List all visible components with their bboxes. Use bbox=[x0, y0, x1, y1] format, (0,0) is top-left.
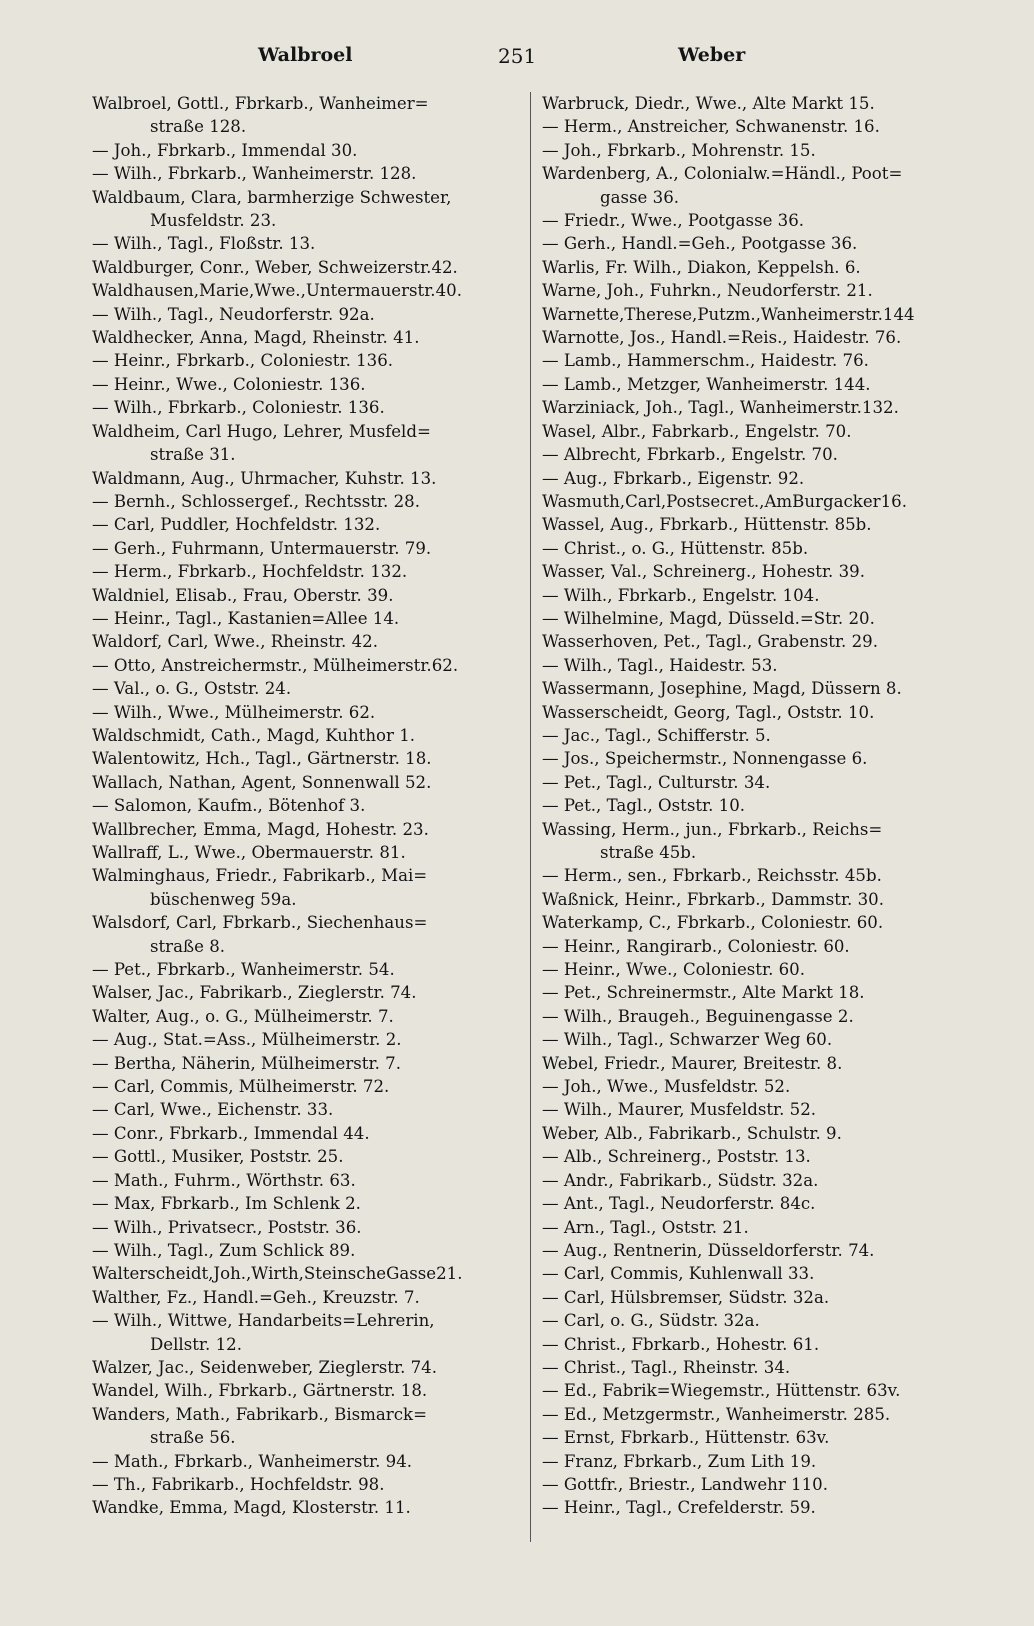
directory-entry: — Herm., sen., Fbrkarb., Reichsstr. 45b. bbox=[542, 866, 882, 886]
directory-entry: Walterscheidt,Joh.,Wirth,SteinscheGasse21. bbox=[92, 1264, 463, 1284]
directory-entry: Waldbaum, Clara, barmherzige Schwester, bbox=[92, 187, 452, 207]
directory-entry: — Albrecht, Fbrkarb., Engelstr. 70. bbox=[542, 445, 838, 465]
directory-entry: Warlis, Fr. Wilh., Diakon, Keppelsh. 6. bbox=[542, 257, 861, 277]
directory-entry: — Gottl., Musiker, Poststr. 25. bbox=[92, 1147, 344, 1167]
directory-entry: — Joh., Fbrkarb., Mohrenstr. 15. bbox=[542, 140, 816, 160]
directory-entry: Warnotte, Jos., Handl.=Reis., Haidestr. 76. bbox=[542, 328, 902, 348]
directory-entry: — Bertha, Näherin, Mülheimerstr. 7. bbox=[92, 1053, 401, 1073]
directory-entry: — Joh., Wwe., Musfeldstr. 52. bbox=[542, 1077, 791, 1097]
directory-entry: — Franz, Fbrkarb., Zum Lith 19. bbox=[542, 1451, 817, 1471]
directory-entry: — Math., Fuhrm., Wörthstr. 63. bbox=[92, 1170, 356, 1190]
entry-continuation: straße 128. bbox=[150, 117, 247, 137]
directory-entry: Walser, Jac., Fabrikarb., Zieglerstr. 74. bbox=[92, 983, 417, 1003]
directory-entry: Waldhausen,Marie,Wwe.,Untermauerstr.40. bbox=[92, 281, 462, 301]
directory-entry: — Pet., Fbrkarb., Wanheimerstr. 54. bbox=[92, 960, 395, 980]
directory-entry: Wardenberg, A., Colonialw.=Händl., Poot= bbox=[542, 164, 903, 184]
directory-entry: — Herm., Anstreicher, Schwanenstr. 16. bbox=[542, 117, 880, 137]
directory-entry: Warbruck, Diedr., Wwe., Alte Markt 15. bbox=[542, 94, 875, 113]
directory-entry: Waldniel, Elisab., Frau, Oberstr. 39. bbox=[92, 585, 394, 605]
entry-continuation: straße 56. bbox=[150, 1428, 236, 1448]
directory-entry: — Lamb., Metzger, Wanheimerstr. 144. bbox=[542, 374, 871, 394]
directory-entry: Wandke, Emma, Magd, Klosterstr. 11. bbox=[92, 1498, 411, 1518]
directory-entry: — Gerh., Fuhrmann, Untermauerstr. 79. bbox=[92, 538, 432, 558]
directory-entry: — Wilh., Wittwe, Handarbeits=Lehrerin, bbox=[92, 1311, 435, 1331]
directory-entry: — Christ., Tagl., Rheinstr. 34. bbox=[542, 1357, 791, 1377]
directory-entry: Wallbrecher, Emma, Magd, Hohestr. 23. bbox=[92, 819, 429, 839]
directory-entry: — Aug., Fbrkarb., Eigenstr. 92. bbox=[542, 468, 805, 488]
directory-entry: — Andr., Fabrikarb., Südstr. 32a. bbox=[542, 1170, 819, 1190]
directory-entry: — Heinr., Tagl., Kastanien=Allee 14. bbox=[92, 608, 400, 628]
directory-entry: — Jos., Speichermstr., Nonnengasse 6. bbox=[542, 749, 868, 769]
directory-entry: — Math., Fbrkarb., Wanheimerstr. 94. bbox=[92, 1451, 413, 1471]
directory-entry: — Max, Fbrkarb., Im Schlenk 2. bbox=[92, 1194, 361, 1214]
page-header bbox=[88, 40, 974, 76]
column-divider bbox=[530, 92, 531, 1542]
directory-entry: — Heinr., Wwe., Coloniestr. 60. bbox=[542, 960, 806, 980]
directory-entry: Wasser, Val., Schreinerg., Hohestr. 39. bbox=[542, 562, 865, 582]
entry-continuation: straße 45b. bbox=[600, 843, 697, 862]
directory-entry: — Wilh., Privatsecr., Poststr. 36. bbox=[92, 1217, 362, 1237]
directory-entry: Warnette,Therese,Putzm.,Wanheimerstr.144 bbox=[542, 304, 915, 324]
right-column bbox=[542, 92, 972, 1520]
directory-entry: Waterkamp, C., Fbrkarb., Coloniestr. 60. bbox=[542, 913, 884, 933]
directory-entry: Walsdorf, Carl, Fbrkarb., Siechenhaus= bbox=[92, 913, 428, 933]
directory-entry: — Christ., o. G., Hüttenstr. 85b. bbox=[542, 538, 809, 558]
entry-continuation: straße 8. bbox=[150, 936, 226, 956]
page-number: 251 bbox=[498, 44, 537, 68]
directory-entry: — Joh., Fbrkarb., Immendal 30. bbox=[92, 140, 358, 160]
directory-entry: — Wilhelmine, Magd, Düsseld.=Str. 20. bbox=[542, 608, 875, 628]
directory-entry: Wasserhoven, Pet., Tagl., Grabenstr. 29. bbox=[542, 632, 878, 652]
directory-entry: — Bernh., Schlossergef., Rechtsstr. 28. bbox=[92, 491, 420, 511]
directory-entry: Webel, Friedr., Maurer, Breitestr. 8. bbox=[542, 1053, 843, 1073]
directory-entry: — Wilh., Maurer, Musfeldstr. 52. bbox=[542, 1100, 817, 1120]
directory-entry: Wanders, Math., Fabrikarb., Bismarck= bbox=[92, 1404, 427, 1424]
directory-entry: Waldhecker, Anna, Magd, Rheinstr. 41. bbox=[92, 328, 420, 348]
directory-entry: — Lamb., Hammerschm., Haidestr. 76. bbox=[542, 351, 869, 371]
directory-entry: — Carl, Hülsbremser, Südstr. 32a. bbox=[542, 1287, 830, 1307]
directory-entry: — Heinr., Tagl., Crefelderstr. 59. bbox=[542, 1498, 816, 1518]
directory-entry: — Pet., Tagl., Oststr. 10. bbox=[542, 796, 746, 816]
entry-continuation: Musfeldstr. 23. bbox=[150, 211, 277, 231]
header-right-keyword: Weber bbox=[678, 44, 746, 66]
directory-entry: — Herm., Fbrkarb., Hochfeldstr. 132. bbox=[92, 562, 408, 582]
directory-entry: — Carl, Commis, Kuhlenwall 33. bbox=[542, 1264, 815, 1284]
directory-entry: Walentowitz, Hch., Tagl., Gärtnerstr. 18. bbox=[92, 749, 432, 769]
directory-entry: Wasserscheidt, Georg, Tagl., Oststr. 10. bbox=[542, 702, 875, 722]
directory-entry: Wassel, Aug., Fbrkarb., Hüttenstr. 85b. bbox=[542, 515, 872, 535]
directory-entry: — Wilh., Tagl., Zum Schlick 89. bbox=[92, 1240, 356, 1260]
directory-entry: — Carl, Puddler, Hochfeldstr. 132. bbox=[92, 515, 381, 535]
entry-continuation: gasse 36. bbox=[600, 187, 680, 207]
directory-entry: — Heinr., Fbrkarb., Coloniestr. 136. bbox=[92, 351, 394, 371]
directory-entry: Waßnick, Heinr., Fbrkarb., Dammstr. 30. bbox=[542, 889, 884, 909]
directory-entry: Waldmann, Aug., Uhrmacher, Kuhstr. 13. bbox=[92, 468, 437, 488]
directory-entry: Waldburger, Conr., Weber, Schweizerstr.42. bbox=[92, 257, 458, 277]
directory-entry: — Christ., Fbrkarb., Hohestr. 61. bbox=[542, 1334, 820, 1354]
directory-entry: — Pet., Schreinermstr., Alte Markt 18. bbox=[542, 983, 865, 1003]
directory-entry: — Wilh., Wwe., Mülheimerstr. 62. bbox=[92, 702, 376, 722]
directory-entry: Wallach, Nathan, Agent, Sonnenwall 52. bbox=[92, 772, 432, 792]
directory-entry: — Val., o. G., Oststr. 24. bbox=[92, 679, 292, 699]
directory-entry: — Arn., Tagl., Oststr. 21. bbox=[542, 1217, 749, 1237]
entry-continuation: straße 31. bbox=[150, 445, 236, 465]
directory-entry: Wandel, Wilh., Fbrkarb., Gärtnerstr. 18. bbox=[92, 1381, 428, 1401]
header-left-keyword: Walbroel bbox=[258, 44, 353, 66]
directory-entry: Walzer, Jac., Seidenweber, Zieglerstr. 74. bbox=[92, 1357, 438, 1377]
directory-entry: Walter, Aug., o. G., Mülheimerstr. 7. bbox=[92, 1006, 394, 1026]
directory-entry: — Alb., Schreinerg., Poststr. 13. bbox=[542, 1147, 811, 1167]
directory-entry: — Heinr., Rangirarb., Coloniestr. 60. bbox=[542, 936, 850, 956]
directory-entry: Wasel, Albr., Fabrkarb., Engelstr. 70. bbox=[542, 421, 852, 441]
directory-entry: — Gottfr., Briestr., Landwehr 110. bbox=[542, 1474, 828, 1494]
directory-entry: — Ernst, Fbrkarb., Hüttenstr. 63v. bbox=[542, 1428, 830, 1448]
directory-entry: Waldorf, Carl, Wwe., Rheinstr. 42. bbox=[92, 632, 378, 652]
entry-continuation: Dellstr. 12. bbox=[150, 1334, 242, 1354]
entry-continuation: büschenweg 59a. bbox=[150, 889, 297, 909]
directory-entry: Wassing, Herm., jun., Fbrkarb., Reichs= bbox=[542, 819, 883, 839]
directory-entry: — Carl, o. G., Südstr. 32a. bbox=[542, 1311, 760, 1331]
directory-entry: Wasmuth,Carl,Postsecret.,AmBurgacker16. bbox=[542, 491, 907, 511]
directory-entry: — Wilh., Tagl., Floßstr. 13. bbox=[92, 234, 316, 254]
directory-entry: — Heinr., Wwe., Coloniestr. 136. bbox=[92, 374, 366, 394]
directory-entry: — Jac., Tagl., Schifferstr. 5. bbox=[542, 725, 771, 745]
directory-entry: — Otto, Anstreichermstr., Mülheimerstr.62. bbox=[92, 655, 459, 675]
directory-entry: — Ed., Metzgermstr., Wanheimerstr. 285. bbox=[542, 1404, 891, 1424]
directory-entry: — Wilh., Tagl., Neudorferstr. 92a. bbox=[92, 304, 375, 324]
directory-entry: Walther, Fz., Handl.=Geh., Kreuzstr. 7. bbox=[92, 1287, 420, 1307]
directory-entry: Walminghaus, Friedr., Fabrikarb., Mai= bbox=[92, 866, 428, 886]
directory-entry: — Aug., Rentnerin, Düsseldorferstr. 74. bbox=[542, 1240, 875, 1260]
directory-entry: — Salomon, Kaufm., Bötenhof 3. bbox=[92, 796, 366, 816]
directory-entry: — Wilh., Braugeh., Beguinengasse 2. bbox=[542, 1006, 854, 1026]
directory-entry: — Wilh., Fbrkarb., Engelstr. 104. bbox=[542, 585, 820, 605]
directory-entry: — Wilh., Fbrkarb., Wanheimerstr. 128. bbox=[92, 164, 417, 184]
directory-entry: Weber, Alb., Fabrikarb., Schulstr. 9. bbox=[542, 1123, 842, 1143]
directory-entry: — Aug., Stat.=Ass., Mülheimerstr. 2. bbox=[92, 1030, 402, 1050]
directory-entry: — Gerh., Handl.=Geh., Pootgasse 36. bbox=[542, 234, 858, 254]
directory-entry: — Carl, Wwe., Eichenstr. 33. bbox=[92, 1100, 334, 1120]
left-column bbox=[92, 92, 522, 1520]
directory-entry: Wassermann, Josephine, Magd, Düssern 8. bbox=[542, 679, 902, 699]
directory-entry: — Wilh., Fbrkarb., Coloniestr. 136. bbox=[92, 398, 385, 418]
directory-entry: Walbroel, Gottl., Fbrkarb., Wanheimer= bbox=[92, 94, 429, 113]
directory-entry: Waldschmidt, Cath., Magd, Kuhthor 1. bbox=[92, 725, 416, 745]
directory-entry: Warziniack, Joh., Tagl., Wanheimerstr.132. bbox=[542, 398, 899, 418]
directory-entry: Waldheim, Carl Hugo, Lehrer, Musfeld= bbox=[92, 421, 431, 441]
directory-entry: — Ant., Tagl., Neudorferstr. 84c. bbox=[542, 1194, 816, 1214]
directory-entry: — Wilh., Tagl., Schwarzer Weg 60. bbox=[542, 1030, 833, 1050]
directory-entry: — Carl, Commis, Mülheimerstr. 72. bbox=[92, 1077, 390, 1097]
directory-entry: — Ed., Fabrik=Wiegemstr., Hüttenstr. 63v. bbox=[542, 1381, 901, 1401]
directory-entry: — Th., Fabrikarb., Hochfeldstr. 98. bbox=[92, 1474, 385, 1494]
directory-entry: Wallraff, L., Wwe., Obermauerstr. 81. bbox=[92, 843, 406, 862]
directory-entry: Warne, Joh., Fuhrkn., Neudorferstr. 21. bbox=[542, 281, 873, 301]
directory-entry: — Wilh., Tagl., Haidestr. 53. bbox=[542, 655, 778, 675]
directory-entry: — Friedr., Wwe., Pootgasse 36. bbox=[542, 211, 805, 231]
directory-entry: — Pet., Tagl., Culturstr. 34. bbox=[542, 772, 771, 792]
directory-entry: — Conr., Fbrkarb., Immendal 44. bbox=[92, 1123, 370, 1143]
